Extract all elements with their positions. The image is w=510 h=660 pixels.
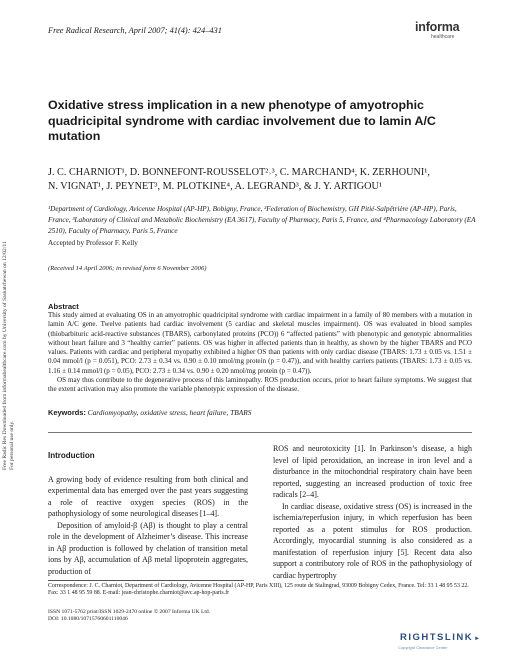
abstract-paragraph-1: This study aimed at evaluating OS in an amyotrophic quadricipital syndrome with cardiac impairment in a family of 80 members with a mutation in lamin A/C gene. Twelve patients had cardiac involvement (5 cardiac and skeletal muscles impairment). OS was evaluated in blood samples (thiobarbituric acid-reactive substances (TBARS), carbonylated proteins (PCO)) 6 “affected patients” with phenotypic and genotypic abnormalities without heart failure and 3 “healthy carrier” patients. OS was higher in affected patients than in healthy, as shown by the higher TBARS and PCO values. Patients with cardiac and peripheral myopathy exhibited a higher OS than patients with only cardiac disease (TBARS: 1.73 ± 0.05 vs. 1.51 ± 0.04 mmol/l (p = 0.051), PCO: 2.73 ± 0.34 vs. 0.90 ± 0.10 nmol/mg protein (p = 0.47)), and with healthy carriers patients (TBARS: 1.73 ± 0.05 vs. 1.16 ± 0.14 mmol/l (p = 0.05), PCO: 2.73 ± 0.34 vs. 0.90 ± 0.20 nmol/mg protein (p = 0.47)). — [48, 311, 472, 375]
download-watermark-line2: For personal use only. — [9, 420, 15, 470]
issn-line: ISSN 1071-5762 print/ISSN 1029-2470 online © 2007 Informa UK Ltd. — [48, 609, 211, 615]
author-line-1: J. C. CHARNIOT¹, D. BONNEFONT-ROUSSELOT²˒³, C. MARCHAND⁴, K. ZERHOUNI¹, — [48, 167, 430, 178]
section-divider — [48, 432, 472, 433]
footnote-divider — [48, 580, 244, 581]
keywords-label: Keywords: — [48, 408, 86, 417]
body-paragraph: A growing body of evidence resulting from both clinical and experimental data has emerged over the past years suggesting a role of reactive oxygen species (ROS) in the pathophysiology of some neurological diseases [1–4]. — [48, 474, 248, 518]
doi-line: DOI: 10.1080/10715760601110046 — [48, 616, 128, 623]
publisher-logo: informa — [415, 20, 460, 34]
body-paragraph: Deposition of amyloid-β (Aβ) is thought to play a central role in the development of Alzheimer’s disease. This increase in Aβ production is followed by chelation of transition metal ions by Aβ, accumulation of Aβ metal lipoprotein aggregates, production of — [48, 520, 248, 576]
download-watermark-line1: Free Radic Res Downloaded from informahealthcare.com by University of Saskatchewan on 12/02/11 — [2, 241, 8, 470]
abstract-heading: Abstract — [48, 302, 79, 311]
body-paragraph: ROS and neurotoxicity [1]. In Parkinson’s disease, a high level of lipid peroxidation, an increase in iron level and a disturbance in the mitochondrial respiratory chain have been reported, suggesting an increased production of toxic free radicals [2–4]. — [273, 444, 472, 499]
arrow-icon: ► — [474, 636, 482, 642]
journal-citation: Free Radical Research, April 2007; 41(4): 424–431 — [48, 26, 222, 35]
introduction-heading: Introduction — [48, 451, 95, 460]
accepted-by: Accepted by Professor F. Kelly — [48, 239, 138, 247]
body-paragraph: In cardiac disease, oxidative stress (OS) is increased in the ischemia/reperfusion injury, in which reperfusion has been reported as a potent stimulus for ROS production. Accordingly, myocardial stunning is also considered as a manifestation of reperfusion injury [5]. Recent data also support a contributory role of ROS in the pathophysiology of cardiac hypertrophy — [273, 501, 472, 580]
body-column-right — [273, 443, 472, 581]
author-line-2: N. VIGNAT¹, J. PEYNET³, M. PLOTKINE⁴, A. LEGRAND³, & J. Y. ARTIGOU¹ — [48, 181, 382, 192]
affiliations: ¹Department of Cardiology, Avicenne Hospital (AP-HP), Bobigny, France, ²Federation of Biochemistry, GH Pitié-Salpêtrière (AP-HP), Paris, France, ³Laboratory of Clinical and Metabolic Biochemistry (EA 3617), Faculty of Pharmacy, Paris 5, France, and ⁴Pharmacology Laboratory (EA 2510), Faculty of Pharmacy, Paris 5, France — [48, 205, 476, 235]
rightslink-logo-text: RIGHTSLINK — [400, 632, 474, 643]
keywords-list: Cardiomyopathy, oxidative stress, heart failure, TBARS — [87, 408, 252, 417]
publication-info — [48, 609, 210, 624]
rightslink-logo — [400, 632, 482, 643]
keywords — [48, 408, 251, 417]
author-list — [48, 166, 478, 194]
received-dates: (Received 14 April 2006; in revised form 6 November 2006) — [48, 265, 207, 272]
body-column-left — [48, 450, 248, 577]
abstract-paragraph-2: OS may thus contribute to the degenerative process of this laminopathy. ROS production occurs, prior to heart failure symptoms. We suggest that the extent activation may also promote the variable phenotypic expression of the disease. — [48, 376, 472, 394]
abstract — [48, 311, 472, 395]
article-title: Oxidative stress implication in a new phenotype of amyotrophic quadricipital syndrome with cardiac involvement due to lamin A/C mutation — [48, 98, 436, 143]
correspondence-note: Correspondence: J. C. Charniot, Department of Cardiology, Avicenne Hospital (AP-HP, Paris XIII), 125 route de Stalingrad, 93009 Bobigny Cedex, France. Tel: 33 1 48 95 53 22. Fax: 33 1 48 95 59 88. E-mail: jean-christophe.charniot@avc.ap-hop-paris.fr — [48, 583, 469, 597]
download-watermark — [2, 241, 16, 470]
publisher-logo-subtitle: healthcare — [431, 34, 455, 40]
rightslink-logo-subtitle: Copyright Clearance Center — [398, 645, 448, 650]
